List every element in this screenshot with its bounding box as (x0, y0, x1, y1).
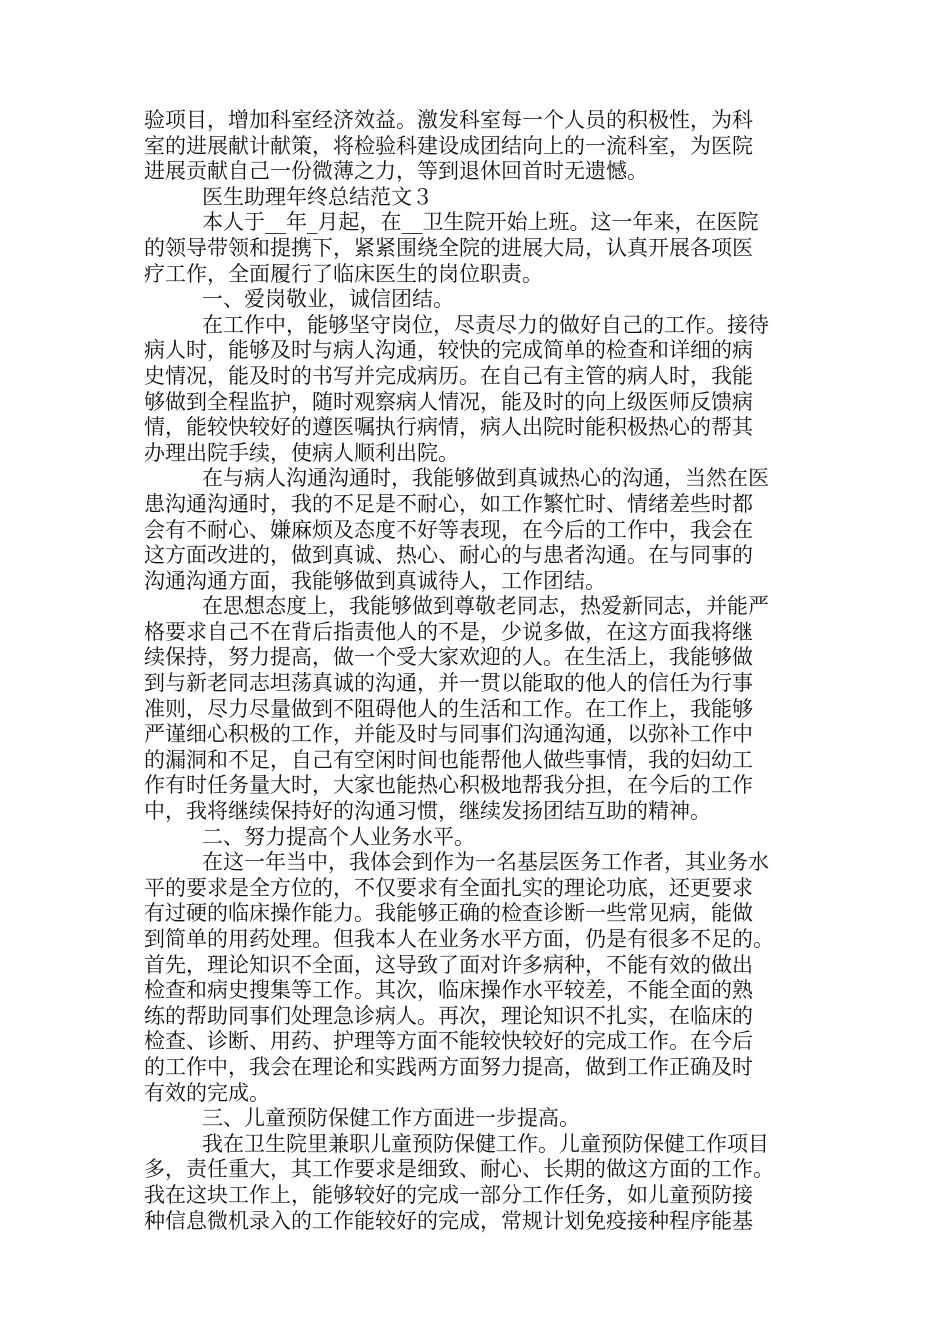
text-line: 本人于__年_月起，在__卫生院开始上班。这一年来，在医院 (202, 210, 759, 235)
text-line: 医生助理年终总结范文３ (202, 184, 433, 209)
text-line: 严谨细心积极的工作，并能及时与同事们沟通沟通，以弥补工作中 (144, 722, 753, 747)
document-body-text (144, 108, 806, 1234)
text-line: 验项目，增加科室经济效益。激发科室每一个人员的积极性，为科 (144, 108, 753, 132)
text-line: 有过硬的临床操作能力。我能够正确的检查诊断一些常见病，能做 (144, 901, 753, 926)
text-line: 情，能较快较好的遵医嘱执行病情，病人出院时能积极热心的帮其 (144, 415, 753, 440)
text-line: 会有不耐心、嫌麻烦及态度不好等表现，在今后的工作中，我会在 (144, 517, 753, 542)
text-line: 进展贡献自己一份微薄之力，等到退休回首时无遗憾。 (144, 159, 648, 184)
text-line: 续保持，努力提高，做一个受大家欢迎的人。在生活上，我能够做 (144, 645, 753, 670)
text-line: 种信息微机录入的工作能较好的完成，常规计划免疫接种程序能基 (144, 1208, 753, 1233)
text-line: 准则，尽力尽量做到不阻碍他人的生活和工作。在工作上，我能够 (144, 696, 753, 721)
text-line: 格要求自己不在背后指责他人的不是，少说多做，在这方面我将继 (144, 619, 753, 644)
text-line: 平的要求是全方位的，不仅要求有全面扎实的理论功底，还更要求 (144, 875, 753, 900)
text-line: 到简单的用药处理。但我本人在业务水平方面，仍是有很多不足的。 (144, 927, 774, 951)
text-line: 这方面改进的，做到真诚、热心、耐心的与患者沟通。在与同事的 (144, 543, 753, 568)
text-line: 我在这块工作上，能够较好的完成一部分工作任务，如儿童预防接 (144, 1182, 753, 1207)
text-line: 病人时，能够及时与病人沟通，较快的完成简单的检查和详细的病 (144, 338, 753, 363)
text-line: 史情况，能及时的书写并完成病历。在自己有主管的病人时，我能 (144, 363, 753, 388)
text-line: 作有时任务量大时，大家也能热心积极地帮我分担，在今后的工作 (144, 773, 753, 798)
text-line: 中，我将继续保持好的沟通习惯，继续发扬团结互助的精神。 (144, 799, 711, 824)
text-line: 有效的完成。 (144, 1080, 270, 1105)
text-line: 疗工作，全面履行了临床医生的岗位职责。 (144, 261, 543, 286)
text-line: 在与病人沟通沟通时，我能够做到真诚热心的沟通，当然在医 (202, 466, 769, 491)
text-line: 的工作中，我会在理论和实践两方面努力提高，做到工作正确及时 (144, 1054, 753, 1079)
text-line: 一、爱岗敬业，诚信团结。 (202, 287, 454, 312)
text-line: 室的进展献计献策，将检验科建设成团结向上的一流科室，为医院 (144, 133, 753, 158)
text-line: 沟通沟通方面，我能够做到真诚待人，工作团结。 (144, 568, 606, 593)
text-line: 我在卫生院里兼职儿童预防保健工作。儿童预防保健工作项目 (202, 1131, 769, 1156)
text-line: 办理出院手续，使病人顺利出院。 (144, 440, 459, 465)
text-line: 三、儿童预防保健工作方面进一步提高。 (202, 1106, 580, 1131)
text-line: 练的帮助同事们处理急诊病人。再次，理论知识不扎实，在临床的 (144, 1003, 753, 1028)
text-line: 到与新老同志坦荡真诚的沟通，并一贯以能取的他人的信任为行事 (144, 671, 753, 696)
text-line: 检查和病史搜集等工作。其次，临床操作水平较差，不能全面的熟 (144, 978, 753, 1003)
text-line: 的漏洞和不足，自己有空闲时间也能帮他人做些事情，我的妇幼工 (144, 747, 753, 772)
text-line: 检查、诊断、用药、护理等方面不能较快较好的完成工作。在今后 (144, 1029, 753, 1054)
text-line: 患沟通沟通时，我的不足是不耐心，如工作繁忙时、情绪差些时都 (144, 491, 753, 516)
text-line: 够做到全程监护，随时观察病人情况，能及时的向上级医师反馈病 (144, 389, 753, 414)
text-line: 首先，理论知识不全面，这导致了面对许多病种，不能有效的做出 (144, 952, 753, 977)
text-line: 在这一年当中，我体会到作为一名基层医务工作者，其业务水 (202, 850, 769, 875)
text-line: 的领导带领和提携下，紧紧围绕全院的进展大局，认真开展各项医 (144, 235, 753, 260)
text-line: 在工作中，能够坚守岗位，尽责尽力的做好自己的工作。接待 (202, 312, 769, 337)
text-line: 多，责任重大，其工作要求是细致、耐心、长期的做这方面的工作。 (144, 1157, 774, 1182)
text-line: 在思想态度上，我能够做到尊敬老同志，热爱新同志，并能严 (202, 594, 769, 619)
text-line: 二、努力提高个人业务水平。 (202, 824, 475, 849)
